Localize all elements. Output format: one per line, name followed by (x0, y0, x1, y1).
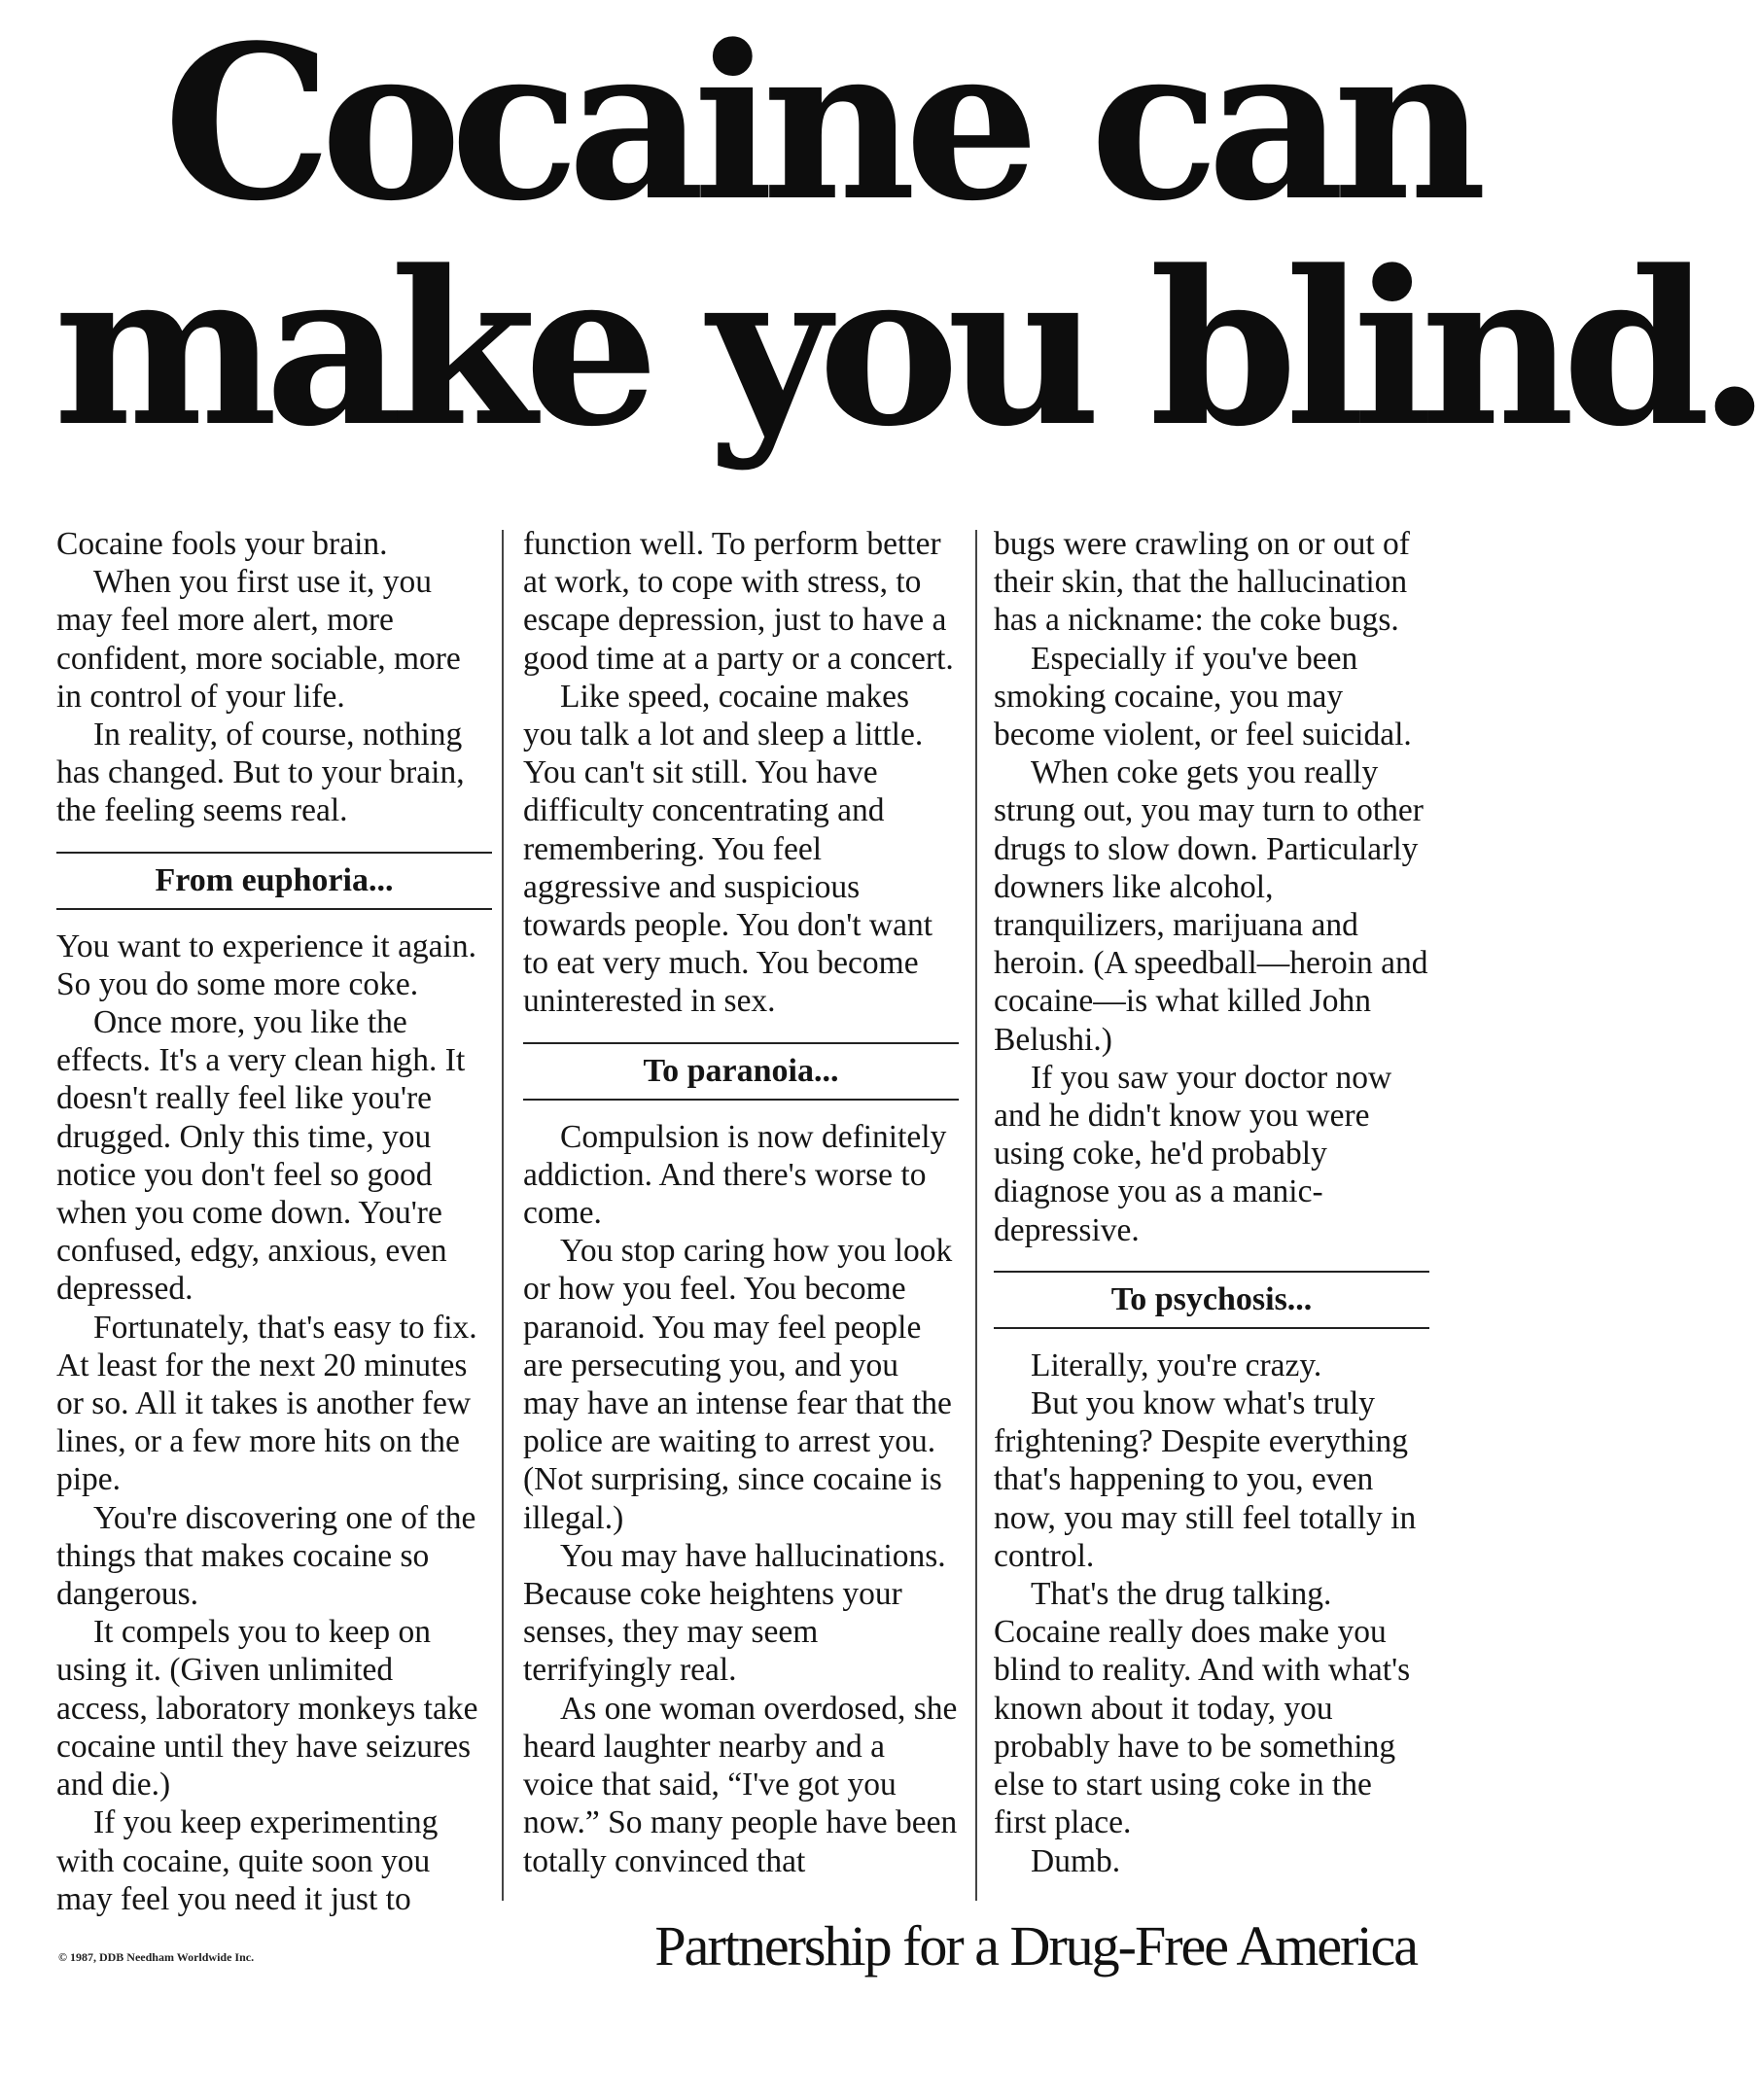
body-column-1 (56, 525, 492, 1918)
paragraph: But you know what's truly frightening? Despite everything that's happening to you, even now, you may still feel totally in control. (994, 1385, 1417, 1574)
paragraph: When you first use it, you may feel more alert, more confident, more sociable, more in control of your life. (56, 564, 461, 715)
section-heading-psychosis: To psychosis... (994, 1271, 1429, 1329)
paragraph: Fortunately, that's easy to fix. At least for the next 20 minutes or so. All it takes is another few lines, or a few more hits on the pipe. (56, 1309, 477, 1498)
paragraph: Cocaine fools your brain. (56, 526, 388, 562)
paragraph: You want to experience it again. So you do some more coke. (56, 928, 476, 1002)
paragraph: That's the drug talking. Cocaine really does make you blind to reality. And with what's known about it today, you probably have to be something else to start using coke in the first place. (994, 1576, 1411, 1841)
paragraph: You may have hallucinations. Because coke heightens your senses, they may seem terrifyingly real. (523, 1537, 946, 1689)
section-heading-paranoia: To paranoia... (523, 1042, 959, 1101)
body-column-2 (523, 525, 959, 1880)
paragraph: As one woman overdosed, she heard laughter nearby and a voice that said, “I've got you now.” So many people have been totally convinced that (523, 1690, 958, 1879)
paragraph: If you keep experimenting with cocaine, quite soon you may feel you need it just to (56, 1804, 439, 1917)
section-heading-euphoria: From euphoria... (56, 852, 492, 910)
paragraph: Dumb. (1031, 1842, 1121, 1879)
headline-line-2: make you blind. (53, 225, 1759, 473)
paragraph: You're discovering one of the things that makes cocaine so dangerous. (56, 1499, 476, 1613)
paragraph: Once more, you like the effects. It's a very clean high. It doesn't really feel like you're drugged. Only this time, you notice you don't feel so good when you come down. You're confused, edgy, anxious, even depressed. (56, 1004, 466, 1308)
column-divider (502, 530, 504, 1901)
headline-line-1: Cocaine can (163, 0, 1476, 248)
paragraph: In reality, of course, nothing has changed. But to your brain, the feeling seems real. (56, 717, 465, 829)
organization-signature: Partnership for a Drug-Free America (654, 1914, 1417, 1978)
paragraph: bugs were crawling on or out of their skin, that the hallucination has a nickname: the coke bugs. (994, 526, 1410, 639)
paragraph: Literally, you're crazy. (1031, 1347, 1322, 1383)
column-divider (975, 530, 977, 1901)
paragraph: You stop caring how you look or how you feel. You become paranoid. You may feel people are persecuting you, and you may have an intense fear that the police are waiting to arrest you. (Not surprising, since cocaine is illegal.) (523, 1233, 953, 1536)
paragraph: If you saw your doctor now and he didn't know you were using coke, he'd probably diagnose you as a manic-depressive. (994, 1059, 1392, 1248)
body-column-3 (994, 525, 1429, 1880)
copyright-notice: © 1987, DDB Needham Worldwide Inc. (58, 1950, 255, 1964)
paragraph: It compels you to keep on using it. (Given unlimited access, laboratory monkeys take cocaine until they have seizures and die.) (56, 1614, 478, 1803)
paragraph: When coke gets you really strung out, you may turn to other drugs to slow down. Particularly downers like alcohol, tranquilizers, marijuana and heroin. (A speedball—heroin and cocaine—is what killed John Belushi.) (994, 754, 1428, 1058)
paragraph: Especially if you've been smoking cocaine, you may become violent, or feel suicidal. (994, 640, 1412, 753)
paragraph: Like speed, cocaine makes you talk a lot and sleep a little. You can't sit still. You have difficulty concentrating and remembering. You feel aggressive and suspicious towards people. You don't want to eat very much. You become uninterested in sex. (523, 678, 933, 1020)
paragraph: Compulsion is now definitely addiction. And there's worse to come. (523, 1118, 947, 1232)
paragraph: function well. To perform better at work, to cope with stress, to escape depression, just to have a good time at a party or a concert. (523, 526, 954, 677)
